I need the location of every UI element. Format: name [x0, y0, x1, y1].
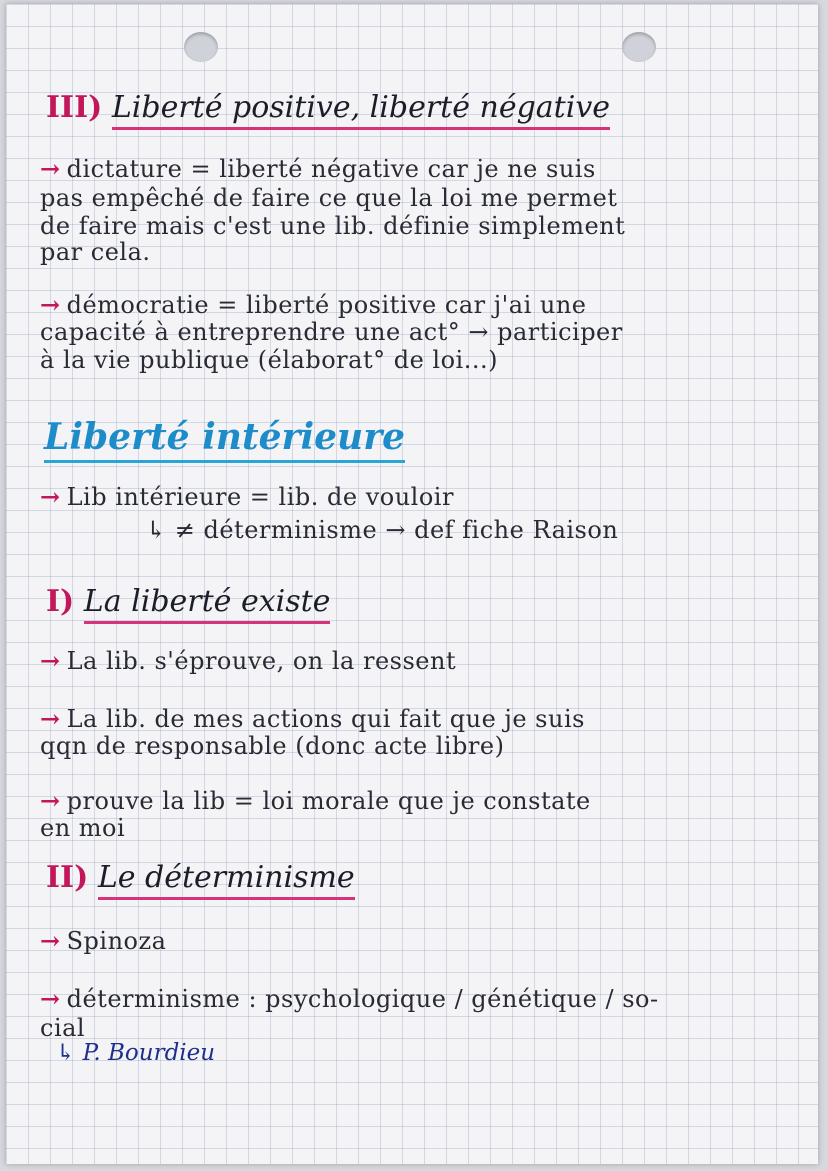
heading-liberte-existe	[46, 584, 330, 619]
heading-determinisme	[46, 860, 355, 895]
note-line: → La lib. s'éprouve, on la ressent	[40, 646, 457, 675]
arrow-icon: →	[40, 704, 61, 733]
note-line: → La lib. de mes actions qui fait que je suis	[40, 704, 585, 733]
note-line: par cela.	[40, 238, 151, 266]
arrow-icon: →	[40, 926, 61, 955]
note-line: de faire mais c'est une lib. définie simplement	[40, 212, 626, 240]
heading-number: II)	[46, 860, 89, 895]
heading-title: La liberté existe	[84, 584, 331, 624]
note-line: à la vie publique (élaborat° de loi...)	[40, 346, 498, 374]
heading-liberte-positive-negative	[46, 90, 610, 125]
note-line: cial	[40, 1014, 86, 1042]
note-line: qqn de responsable (donc acte libre)	[40, 732, 505, 760]
arrow-icon: →	[40, 154, 61, 183]
heading-title: Le déterminisme	[98, 860, 355, 900]
notebook-page	[6, 4, 818, 1164]
note-line: → prouve la lib = loi morale que je constate	[40, 786, 591, 815]
punch-hole-left	[184, 32, 218, 62]
note-line: pas empêché de faire ce que la loi me permet	[40, 184, 618, 212]
note-line: → déterminisme : psychologique / génétique / so-	[40, 984, 659, 1013]
note-line: → démocratie = liberté positive car j'ai une	[40, 290, 587, 319]
heading-title: Liberté positive, liberté négative	[112, 90, 610, 130]
note-line: → Lib intérieure = lib. de vouloir	[40, 482, 454, 511]
reference-bourdieu: ↳ P. Bourdieu	[56, 1040, 216, 1066]
note-line: capacité à entreprendre une act° → participer	[40, 318, 623, 346]
note-line: → Spinoza	[40, 926, 167, 955]
arrow-icon: →	[40, 646, 61, 675]
note-line: ↳ ≠ déterminisme → def fiche Raison	[146, 516, 619, 544]
heading-number: I)	[46, 584, 75, 619]
heading-number: III)	[46, 90, 103, 125]
punch-hole-right	[622, 32, 656, 62]
arrow-icon: →	[40, 984, 61, 1013]
arrow-icon: →	[40, 786, 61, 815]
heading-liberte-interieure: Liberté intérieure	[44, 416, 405, 463]
note-line: → dictature = liberté négative car je ne suis	[40, 154, 596, 183]
arrow-icon: →	[40, 482, 61, 511]
note-line: en moi	[40, 814, 126, 842]
arrow-icon: →	[40, 290, 61, 319]
